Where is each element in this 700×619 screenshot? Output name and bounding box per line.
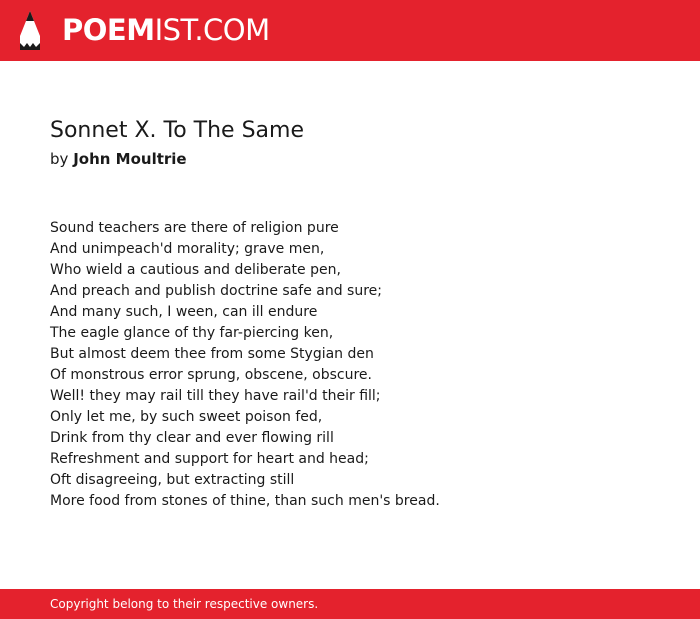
- poem-body: [50, 218, 670, 512]
- poem-line: More food from stones of thine, than such men's bread.: [50, 493, 440, 509]
- poem-line: And unimpeach'd morality; grave men,: [50, 241, 325, 257]
- poem-line: Refreshment and support for heart and head;: [50, 451, 369, 467]
- poem-line: Drink from thy clear and ever flowing rill: [50, 430, 334, 446]
- poem-line: But almost deem thee from some Stygian den: [50, 346, 374, 362]
- author-name[interactable]: John Moultrie: [73, 150, 187, 168]
- poem-line: Oft disagreeing, but extracting still: [50, 472, 295, 488]
- by-prefix: by: [50, 150, 69, 168]
- poem-line: Only let me, by such sweet poison fed,: [50, 409, 323, 425]
- copyright-text: Copyright belong to their respective owners.: [50, 597, 319, 611]
- site-footer: [0, 589, 700, 619]
- poem-line: And many such, I ween, can ill endure: [50, 304, 318, 320]
- site-header: [0, 0, 700, 61]
- poem-line: Of monstrous error sprung, obscene, obscure.: [50, 367, 372, 383]
- byline: [50, 148, 187, 170]
- site-logo[interactable]: [62, 12, 270, 48]
- pencil-tip-icon: [18, 10, 42, 51]
- poem-title: Sonnet X. To The Same: [50, 118, 304, 143]
- poem-line: Sound teachers are there of religion pure: [50, 220, 339, 236]
- logo-bold-text: POEM: [62, 13, 155, 47]
- logo-light-text: IST.COM: [154, 13, 270, 47]
- poem-line: The eagle glance of thy far-piercing ken,: [50, 325, 334, 341]
- poem-line: Well! they may rail till they have rail'd their fill;: [50, 388, 381, 404]
- poem-line: Who wield a cautious and deliberate pen,: [50, 262, 341, 278]
- poem-line: And preach and publish doctrine safe and sure;: [50, 283, 382, 299]
